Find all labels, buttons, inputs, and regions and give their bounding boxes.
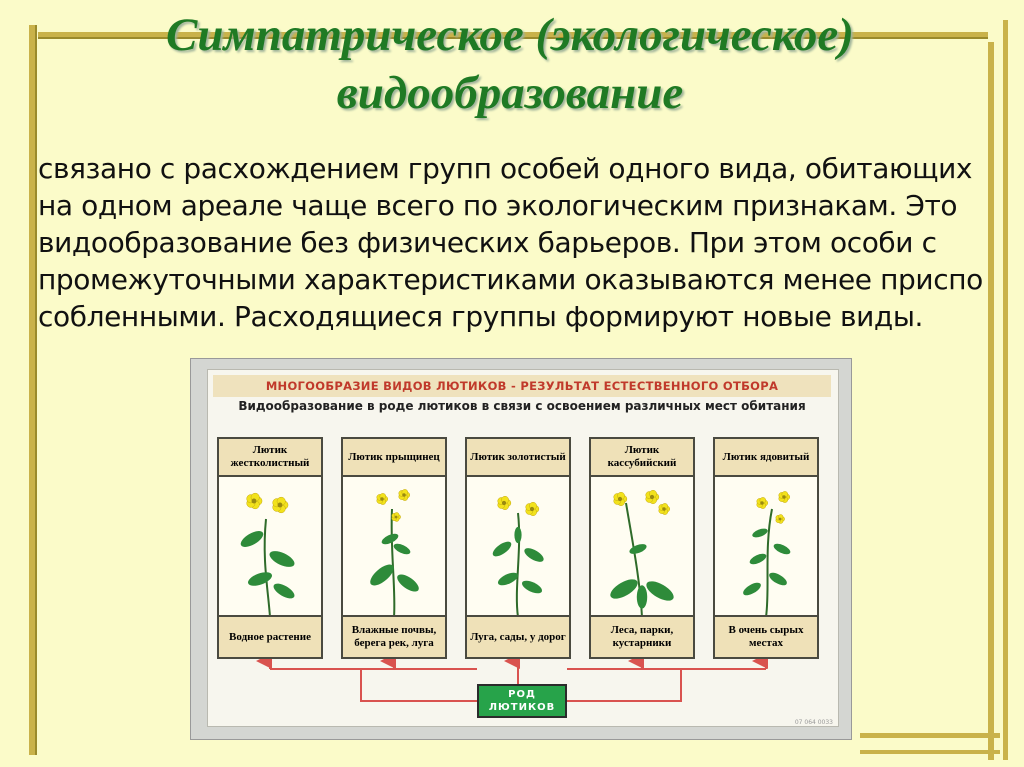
corner-note: 07 064 0033 — [794, 719, 833, 726]
leaf-icon — [637, 585, 647, 608]
species-habitat: Водное растение — [219, 615, 321, 657]
flower-icon — [659, 503, 670, 514]
flower-icon — [247, 493, 262, 509]
leaf-icon — [392, 542, 412, 557]
leaf-icon — [394, 571, 421, 595]
slide-body-text: связано с расхождением групп особей одного вида, обитающих на одном ареале чаще всего по экологическим признакам. Это видообразование без физических барьеров. При этом особи с промежуточными характеристиками оказываются менее приспо собленными. Расходящиеся группы формируют новые виды. — [38, 152, 983, 333]
plant-illustration — [594, 479, 690, 619]
diagram-subheading: Видообразование в роде лютиков в связи с освоением различных мест обитания — [238, 399, 806, 413]
leaf-icon — [246, 569, 274, 588]
leaf-icon — [748, 552, 768, 567]
plant-illustration — [346, 479, 442, 619]
species-card-3 — [465, 437, 571, 659]
flower-icon — [526, 502, 539, 515]
leaf-icon — [741, 580, 763, 598]
species-habitat: В очень сырых местах — [715, 615, 817, 657]
leaf-icon — [520, 578, 544, 596]
species-name: Лютик прыщинец — [343, 439, 445, 477]
leaf-icon — [271, 581, 296, 602]
stem — [265, 519, 270, 617]
flower-icon — [392, 513, 401, 522]
flower-icon — [399, 489, 410, 500]
species-name: Лютик ядовитый — [715, 439, 817, 477]
leaf-icon — [490, 539, 513, 559]
flower-icon — [776, 515, 785, 524]
flower-icon — [646, 490, 659, 503]
flower-icon — [377, 493, 388, 504]
species-habitat: Луга, сады, у дорог — [467, 615, 569, 657]
slide-title: Симпатрическое (экологическое) видообразование — [166, 9, 854, 119]
flower-icon — [273, 497, 288, 513]
species-card-5 — [713, 437, 819, 659]
leaf-icon — [767, 570, 789, 588]
flower-icon — [614, 492, 627, 505]
frame-bar-bottom-lower — [860, 750, 1000, 754]
species-name: Лютик жестколистный — [219, 439, 321, 477]
species-habitat: Влажные почвы, берега рек, луга — [343, 615, 445, 657]
species-card-1 — [217, 437, 323, 659]
buttercup-diagram — [190, 358, 852, 740]
leaf-icon — [514, 527, 521, 543]
species-habitat: Леса, парки, кустарники — [591, 615, 693, 657]
frame-bar-bottom — [860, 733, 1000, 738]
plant-illustration — [470, 479, 566, 619]
leaf-icon — [267, 548, 297, 570]
frame-bar-right-outer — [1003, 20, 1008, 760]
species-name: Лютик кассубийский — [591, 439, 693, 477]
plant-illustration — [718, 479, 814, 619]
genus-box: РОД ЛЮТИКОВ — [477, 684, 567, 718]
plant-illustration — [222, 479, 318, 619]
arrow-line-branch-right — [567, 669, 681, 701]
flower-icon — [779, 491, 790, 502]
flower-icon — [498, 496, 511, 509]
leaf-icon — [607, 575, 640, 602]
leaf-icon — [522, 545, 546, 564]
diagram-heading: МНОГООБРАЗИЕ ВИДОВ ЛЮТИКОВ - РЕЗУЛЬТАТ ЕСТЕСТВЕННОГО ОТБОРА — [213, 375, 831, 397]
leaf-icon — [628, 542, 648, 556]
leaf-icon — [643, 577, 676, 604]
species-card-4 — [589, 437, 695, 659]
leaf-icon — [772, 542, 792, 557]
flower-icon — [757, 497, 768, 508]
stem — [766, 509, 772, 617]
leaf-icon — [751, 527, 769, 539]
species-card-2 — [341, 437, 447, 659]
leaf-icon — [238, 528, 265, 550]
frame-bar-left-shadow — [35, 25, 37, 755]
stem — [392, 509, 395, 617]
species-name: Лютик золотистый — [467, 439, 569, 477]
arrow-line-branch-left — [361, 669, 477, 701]
